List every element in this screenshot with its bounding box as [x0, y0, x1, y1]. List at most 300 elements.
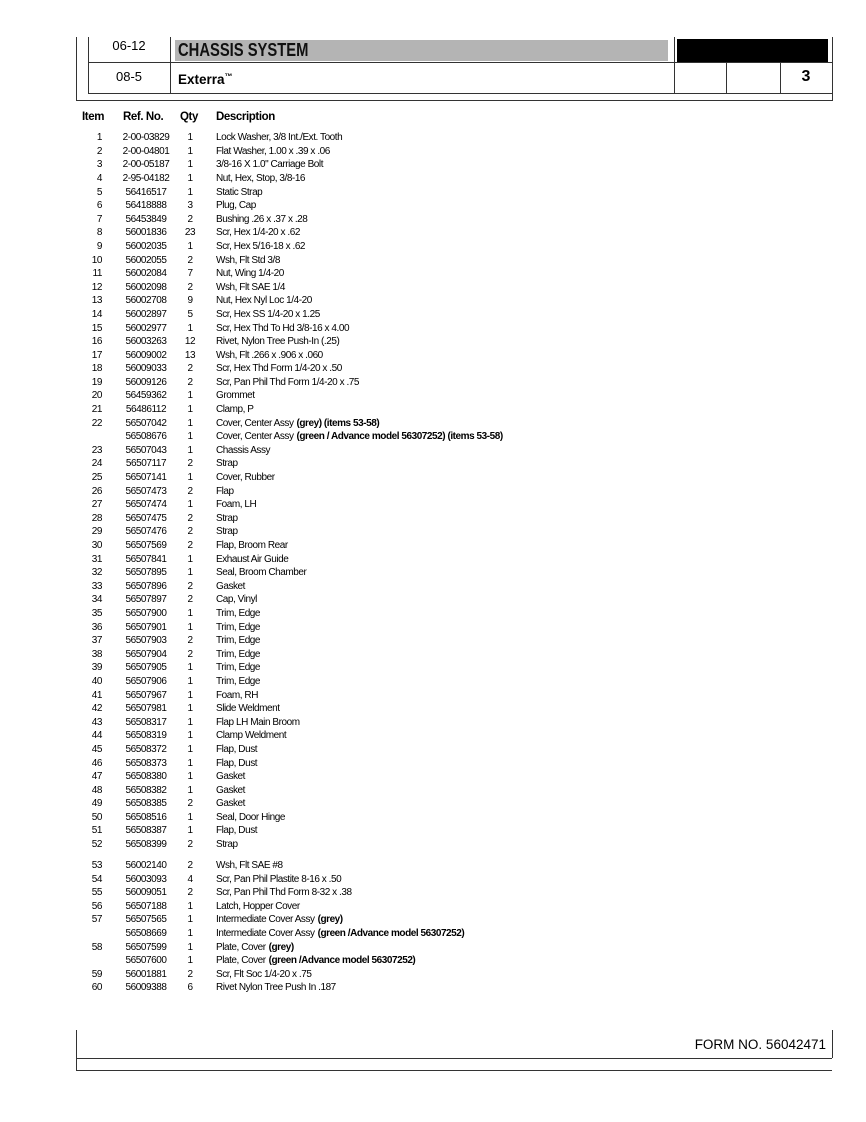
ref-number: 56453849	[125, 213, 167, 225]
quantity: 1	[187, 621, 193, 633]
description-text: Strap	[216, 458, 238, 470]
item-number: 33	[91, 580, 102, 592]
item-number: 39	[91, 662, 102, 674]
ref-number: 56507043	[125, 444, 167, 456]
quantity: 2	[187, 363, 193, 375]
description	[216, 981, 336, 995]
description	[216, 145, 330, 159]
description-text: Intermediate Cover Assy	[216, 928, 315, 940]
quantity: 2	[187, 376, 193, 388]
description	[216, 430, 503, 444]
description	[216, 661, 260, 675]
description	[216, 634, 260, 648]
item-number: 17	[91, 349, 102, 361]
description-text: Nut, Hex Nyl Loc 1/4-20	[216, 295, 312, 307]
ref-number: 56507896	[125, 580, 167, 592]
table-row	[0, 308, 866, 322]
quantity: 1	[187, 928, 193, 940]
table-row	[0, 757, 866, 771]
description	[216, 389, 255, 403]
table-row	[0, 873, 866, 887]
item-number: 50	[91, 811, 102, 823]
description	[216, 811, 285, 825]
description	[216, 607, 260, 621]
item-number: 18	[91, 363, 102, 375]
table-row	[0, 512, 866, 526]
header-frame-line	[88, 62, 832, 63]
ref-number: 56508319	[125, 730, 167, 742]
header-frame-line	[170, 37, 171, 93]
table-row	[0, 457, 866, 471]
quantity: 1	[187, 159, 193, 171]
quantity: 1	[187, 607, 193, 619]
quantity: 13	[184, 349, 196, 361]
description	[216, 675, 260, 689]
section-title-bar	[175, 40, 668, 61]
item-number: 56	[91, 900, 102, 912]
description-text: Slide Weldment	[216, 703, 280, 715]
quantity: 2	[187, 594, 193, 606]
quantity: 1	[187, 472, 193, 484]
footer-frame-line	[76, 1058, 832, 1059]
description-text: Cover, Rubber	[216, 472, 275, 484]
description	[216, 376, 359, 390]
description-text: Trim, Edge	[216, 648, 261, 660]
quantity: 1	[187, 730, 193, 742]
ref-number: 56416517	[125, 186, 167, 198]
item-number: 25	[91, 472, 102, 484]
quantity: 2	[187, 635, 193, 647]
table-row	[0, 824, 866, 838]
ref-number: 56009033	[125, 363, 167, 375]
quantity: 1	[187, 145, 193, 157]
table-row	[0, 158, 866, 172]
description-text: Strap	[216, 512, 238, 524]
table-row	[0, 335, 866, 349]
item-number: 42	[91, 703, 102, 715]
quantity: 2	[187, 648, 193, 660]
description	[216, 900, 300, 914]
ref-number: 2-00-03829	[122, 132, 170, 144]
table-row	[0, 784, 866, 798]
description-text: Static Strap	[216, 186, 263, 198]
item-number: 31	[91, 553, 102, 565]
ref-number: 56507906	[125, 675, 167, 687]
ref-number: 56508669	[125, 928, 167, 940]
item-number: 32	[91, 567, 102, 579]
item-number: 23	[91, 444, 102, 456]
item-number: 16	[91, 336, 102, 348]
table-row	[0, 566, 866, 580]
description	[216, 927, 464, 941]
ref-number: 56003093	[125, 873, 167, 885]
description-text: Wsh, Flt SAE 1/4	[216, 281, 285, 293]
item-number: 2	[96, 145, 102, 157]
table-row	[0, 267, 866, 281]
description-text: Scr, Pan Phil Thd Form 1/4-20 x .75	[216, 376, 360, 388]
quantity: 1	[187, 914, 193, 926]
description	[216, 566, 306, 580]
model-text: Exterra	[178, 72, 225, 87]
ref-number: 2-00-05187	[122, 159, 170, 171]
description-text: Latch, Hopper Cover	[216, 900, 300, 912]
table-row	[0, 403, 866, 417]
description-text: Flap, Dust	[216, 757, 258, 769]
description-text: Cover, Center Assy	[216, 431, 294, 443]
item-number: 49	[91, 798, 102, 810]
item-number: 44	[91, 730, 102, 742]
table-row	[0, 362, 866, 376]
item-number: 38	[91, 648, 102, 660]
trademark-symbol: ™	[224, 72, 233, 81]
description-text: Trim, Edge	[216, 607, 261, 619]
quantity: 2	[187, 839, 193, 851]
parts-group	[0, 859, 866, 995]
description-text: Plate, Cover	[216, 941, 266, 953]
ref-number: 56002084	[125, 268, 167, 280]
description	[216, 859, 283, 873]
table-row	[0, 485, 866, 499]
quantity: 1	[187, 955, 193, 967]
table-row	[0, 797, 866, 811]
item-number: 24	[91, 458, 102, 470]
table-row	[0, 900, 866, 914]
quantity: 1	[187, 689, 193, 701]
item-number: 5	[96, 186, 102, 198]
description	[216, 941, 294, 955]
quantity: 1	[187, 757, 193, 769]
description-text: Scr, Hex 5/16-18 x .62	[216, 240, 306, 252]
description	[216, 267, 284, 281]
description-text: Rivet Nylon Tree Push In .187	[216, 982, 336, 994]
description	[216, 308, 320, 322]
quantity: 2	[187, 512, 193, 524]
column-header-qty: Qty	[180, 111, 198, 123]
description-text: Flap, Dust	[216, 825, 258, 837]
item-number: 54	[91, 873, 102, 885]
header-frame-line	[674, 37, 675, 93]
item-number: 36	[91, 621, 102, 633]
ref-number: 56009051	[125, 887, 167, 899]
description	[216, 294, 312, 308]
table-row	[0, 145, 866, 159]
description	[216, 213, 307, 227]
description-text: Clamp, P	[216, 404, 254, 416]
description	[216, 968, 311, 982]
description-text: Flap, Dust	[216, 743, 258, 755]
description	[216, 716, 300, 730]
table-row	[0, 675, 866, 689]
description	[216, 797, 245, 811]
quantity: 6	[187, 982, 193, 994]
ref-number: 56507141	[125, 472, 167, 484]
table-row	[0, 213, 866, 227]
ref-number: 56009388	[125, 982, 167, 994]
ref-number: 56508373	[125, 757, 167, 769]
quantity: 1	[187, 567, 193, 579]
ref-number: 56009126	[125, 376, 167, 388]
description-text: Gasket	[216, 580, 245, 592]
table-row	[0, 131, 866, 145]
ref-number: 56002708	[125, 295, 167, 307]
ref-number: 56002055	[125, 254, 167, 266]
description-text: Scr, Hex 1/4-20 x .62	[216, 227, 300, 239]
quantity: 1	[187, 900, 193, 912]
table-row	[0, 716, 866, 730]
description	[216, 539, 288, 553]
quantity: 1	[187, 941, 193, 953]
quantity: 1	[187, 444, 193, 456]
parts-group	[0, 131, 866, 851]
column-header-description: Description	[216, 111, 275, 123]
ref-number: 56507474	[125, 499, 167, 511]
ref-number: 56507565	[125, 914, 167, 926]
description-text: Seal, Door Hinge	[216, 811, 285, 823]
quantity: 2	[187, 254, 193, 266]
table-row	[0, 444, 866, 458]
item-number: 3	[96, 159, 102, 171]
description	[216, 954, 415, 968]
description	[216, 648, 260, 662]
description-text: Exhaust Air Guide	[216, 553, 289, 565]
table-row	[0, 593, 866, 607]
quantity: 1	[187, 431, 193, 443]
table-row	[0, 525, 866, 539]
quantity: 1	[187, 771, 193, 783]
item-number: 14	[91, 308, 102, 320]
ref-number: 56507981	[125, 703, 167, 715]
quantity: 1	[187, 703, 193, 715]
description-text: Foam, LH	[216, 499, 257, 511]
description-text: Trim, Edge	[216, 635, 261, 647]
table-row	[0, 226, 866, 240]
table-row	[0, 539, 866, 553]
footer-frame-line	[832, 1030, 833, 1058]
quantity: 2	[187, 526, 193, 538]
ref-number: 56507900	[125, 607, 167, 619]
ref-number: 56508380	[125, 771, 167, 783]
description-text: Scr, Pan Phil Plastite 8-16 x .50	[216, 873, 342, 885]
description-text: Rivet, Nylon Tree Push-In (.25)	[216, 336, 340, 348]
item-number: 40	[91, 675, 102, 687]
description	[216, 417, 379, 431]
item-number: 29	[91, 526, 102, 538]
quantity: 1	[187, 404, 193, 416]
description	[216, 913, 343, 927]
description	[216, 498, 256, 512]
ref-number: 56507904	[125, 648, 167, 660]
description	[216, 254, 280, 268]
ref-number: 56507117	[125, 458, 167, 470]
table-row	[0, 729, 866, 743]
table-row	[0, 172, 866, 186]
description-text: Cover, Center Assy	[216, 417, 294, 429]
ref-number: 56508676	[125, 431, 167, 443]
ref-number: 2-00-04801	[122, 145, 170, 157]
item-number: 58	[91, 941, 102, 953]
table-row	[0, 702, 866, 716]
quantity: 1	[187, 811, 193, 823]
description	[216, 158, 323, 172]
item-number: 4	[96, 172, 102, 184]
table-row	[0, 254, 866, 268]
quantity: 1	[187, 322, 193, 334]
page-code: 08-5	[115, 69, 143, 84]
ref-number: 56507042	[125, 417, 167, 429]
item-number: 15	[91, 322, 102, 334]
header-frame-line	[88, 93, 832, 94]
description-text: Trim, Edge	[216, 662, 261, 674]
quantity: 1	[187, 390, 193, 402]
description-text: Seal, Broom Chamber	[216, 567, 307, 579]
item-number: 9	[96, 240, 102, 252]
description-text: Flap LH Main Broom	[216, 716, 300, 728]
table-row	[0, 376, 866, 390]
description-text: Gasket	[216, 771, 245, 783]
quantity: 2	[187, 540, 193, 551]
description	[216, 240, 305, 254]
quantity: 2	[187, 798, 193, 810]
description	[216, 525, 238, 539]
table-row	[0, 186, 866, 200]
ref-number: 56507903	[125, 635, 167, 647]
description	[216, 743, 257, 757]
description-text: Nut, Hex, Stop, 3/8-16	[216, 172, 306, 184]
header-frame-line	[726, 62, 727, 93]
description	[216, 512, 238, 526]
quantity: 2	[187, 213, 193, 225]
item-number: 13	[91, 295, 102, 307]
description-note: (green /Advance model 56307252)	[268, 955, 416, 967]
description	[216, 729, 286, 743]
description-text: Lock Washer, 3/8 Int./Ext. Tooth	[216, 132, 343, 144]
item-number: 8	[96, 227, 102, 239]
quantity: 2	[187, 485, 193, 497]
quantity: 1	[187, 784, 193, 796]
ref-number: 56507967	[125, 689, 167, 701]
description-text: Strap	[216, 839, 238, 851]
description	[216, 757, 257, 771]
item-number: 30	[91, 540, 102, 551]
header-black-box	[677, 39, 828, 62]
ref-number: 56507473	[125, 485, 167, 497]
table-row	[0, 689, 866, 703]
ref-number: 56508516	[125, 811, 167, 823]
table-row	[0, 580, 866, 594]
ref-number: 56507901	[125, 621, 167, 633]
quantity: 12	[184, 336, 196, 348]
item-number: 60	[91, 982, 102, 994]
quantity: 2	[187, 968, 193, 980]
description-text: Gasket	[216, 784, 245, 796]
ref-number: 56508387	[125, 825, 167, 837]
table-row	[0, 913, 866, 927]
description-text: Scr, Hex SS 1/4-20 x 1.25	[216, 308, 320, 320]
quantity: 1	[187, 240, 193, 252]
footer-frame-line	[76, 1030, 77, 1070]
item-number: 26	[91, 485, 102, 497]
quantity: 9	[187, 295, 193, 307]
description-text: Scr, Flt Soc 1/4-20 x .75	[216, 968, 312, 980]
ref-number: 56508317	[125, 716, 167, 728]
ref-number: 56418888	[125, 200, 167, 212]
item-number: 11	[92, 268, 102, 280]
quantity: 5	[187, 308, 193, 320]
item-number: 47	[91, 771, 102, 783]
item-number: 7	[96, 213, 102, 225]
header-frame-line	[76, 100, 832, 101]
quantity: 1	[187, 675, 193, 687]
ref-number: 56002977	[125, 322, 167, 334]
item-number: 46	[91, 757, 102, 769]
description-text: Wsh, Flt .266 x .906 x .060	[216, 349, 323, 361]
description-note: (grey)	[268, 941, 294, 953]
description	[216, 471, 275, 485]
item-number: 51	[91, 825, 102, 837]
ref-number: 56507476	[125, 526, 167, 538]
quantity: 1	[187, 172, 193, 184]
quantity: 2	[187, 580, 193, 592]
table-row	[0, 927, 866, 941]
ref-number: 56002098	[125, 281, 167, 293]
table-row	[0, 941, 866, 955]
description	[216, 444, 270, 458]
description-text: Cap, Vinyl	[216, 594, 257, 606]
description	[216, 702, 280, 716]
ref-number: 2-95-04182	[122, 172, 170, 184]
table-row	[0, 281, 866, 295]
item-number: 59	[91, 968, 102, 980]
item-number: 34	[91, 594, 102, 606]
quantity: 2	[187, 281, 193, 293]
description	[216, 322, 349, 336]
description-note: (green /Advance model 56307252)	[317, 928, 465, 940]
table-row	[0, 886, 866, 900]
description	[216, 824, 257, 838]
table-row	[0, 859, 866, 873]
description	[216, 199, 256, 213]
ref-number: 56508382	[125, 784, 167, 796]
ref-number: 56507475	[125, 512, 167, 524]
description-text: Intermediate Cover Assy	[216, 914, 315, 926]
description-note: (green / Advance model 56307252) (items 53-58)	[296, 431, 503, 443]
ref-number: 56459362	[125, 390, 167, 402]
item-number: 1	[96, 132, 102, 144]
description-text: Trim, Edge	[216, 675, 261, 687]
description-text: Trim, Edge	[216, 621, 261, 633]
description-text: Bushing .26 x .37 x .28	[216, 213, 308, 225]
ref-number: 56003263	[125, 336, 167, 348]
section-title: CHASSIS SYSTEM	[178, 40, 309, 60]
ref-number: 56001881	[125, 968, 167, 980]
item-number: 57	[91, 914, 102, 926]
ref-number: 56507895	[125, 567, 167, 579]
description-text: Clamp Weldment	[216, 730, 287, 742]
description-note: (grey) (items 53-58)	[296, 417, 380, 429]
quantity: 1	[187, 662, 193, 674]
description-note: (grey)	[317, 914, 343, 926]
description-text: Nut, Wing 1/4-20	[216, 268, 284, 280]
table-row	[0, 430, 866, 444]
item-number: 20	[91, 390, 102, 402]
item-number: 19	[91, 376, 102, 388]
item-number: 55	[91, 887, 102, 899]
quantity: 3	[187, 200, 193, 212]
quantity: 1	[187, 716, 193, 728]
item-number: 35	[91, 607, 102, 619]
ref-number: 56507897	[125, 594, 167, 606]
item-number: 48	[91, 784, 102, 796]
